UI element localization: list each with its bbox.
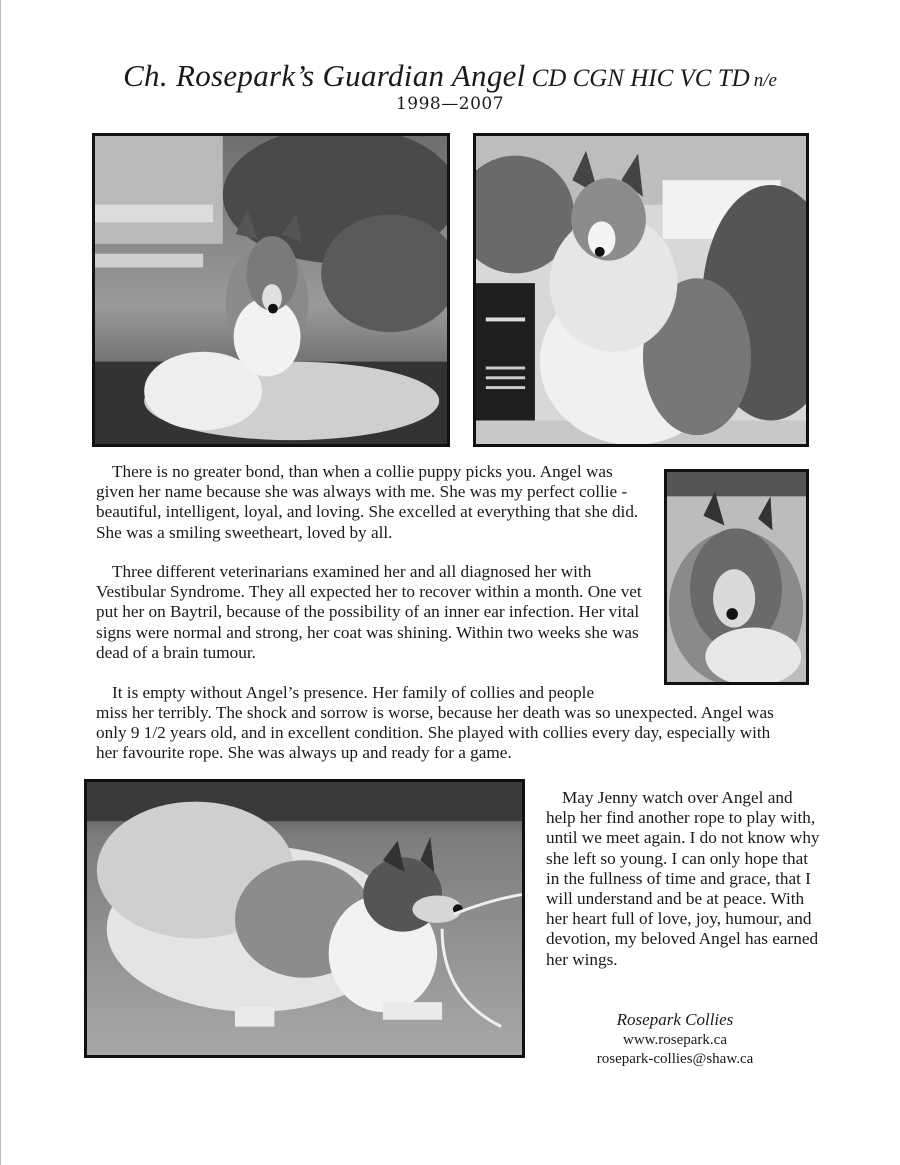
collie-lying-image [95, 136, 447, 444]
memorial-title [0, 58, 900, 94]
title-name: Ch. Rosepark’s Guardian Angel [123, 58, 526, 93]
photo-collie-sitting [473, 133, 809, 447]
page-edge [0, 0, 1, 1165]
life-dates: 1998—2007 [395, 94, 505, 114]
paragraph-farewell: May Jenny watch over Angel and help her find another rope to play with, until we meet again. I do not know why she left so young. I can only hope that in the fullness of time and grace, that I will understand and be at peace. With her heart full of love, joy, humour, and devotion, my beloved Angel has earned her wings. [546, 788, 820, 969]
title-ne: n/e [753, 70, 777, 91]
photo-collie-lying [92, 133, 450, 447]
collie-play-bow-image [87, 782, 522, 1055]
collie-sitting-image [476, 136, 806, 444]
signature-brand: Rosepark Collies [616, 1010, 734, 1029]
title-titles: CD CGN HIC VC TD [531, 65, 750, 92]
paragraph-diagnosis: Three different veterinarians examined her and all diagnosed her with Vestibular Syndrome. They all expected her to recover within a month. One vet put her on Baytril, because of the possibility of an inner ear infection. Her vital signs were normal and strong, her coat was shining. Within two weeks she was dead of a brain tumour. [96, 562, 642, 662]
paragraph-bond: There is no greater bond, than when a collie puppy picks you. Angel was given her name because she was always with me. She was my perfect collie - beautiful, intelligent, loyal, and loving. She excelled at everything that she did. She was a smiling sweetheart, loved by all. [96, 462, 639, 542]
email-link[interactable]: rosepark-collies@shaw.ca [596, 1051, 754, 1067]
photo-collie-play-bow [84, 779, 525, 1058]
photo-collie-portrait [664, 469, 809, 685]
website-link[interactable]: www.rosepark.ca [623, 1032, 727, 1048]
paragraph-empty-line-1: It is empty without Angel’s presence. Her family of collies and people [112, 683, 595, 702]
collie-portrait-image [667, 472, 806, 682]
paragraph-empty-rest: miss her terribly. The shock and sorrow is worse, because her death was so unexpected. Angel was only 9 1/2 years old, and in excellent condition. She played with collies every day, especially with her favourite rope. She was always up and ready for a game. [96, 703, 774, 763]
